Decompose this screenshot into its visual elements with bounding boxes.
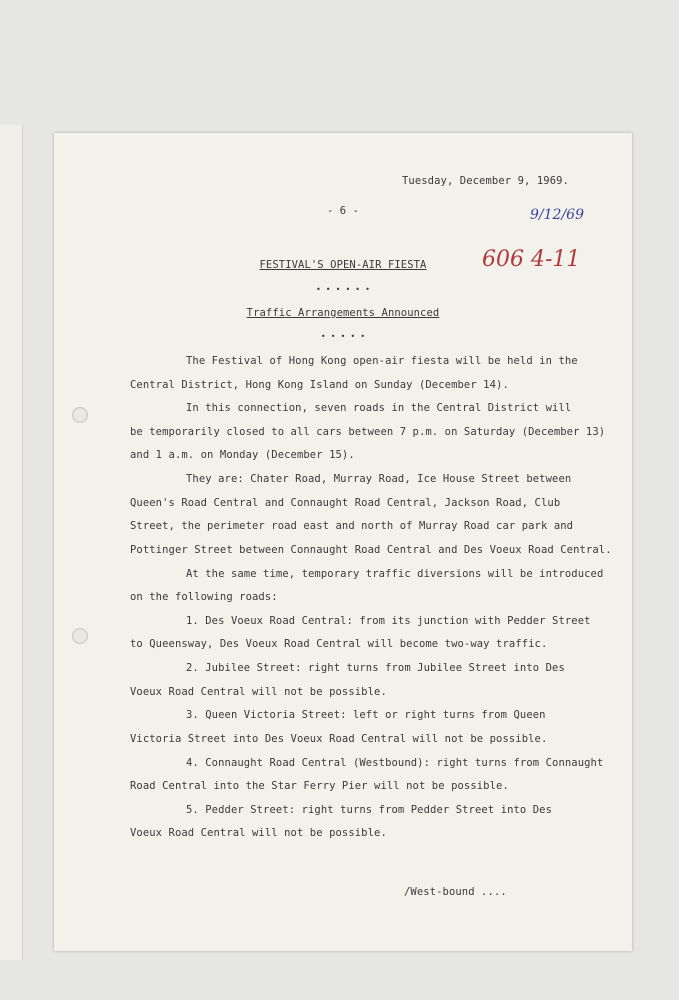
body-line: Road Central into the Star Ferry Pier will not be possible. <box>130 780 509 792</box>
adjacent-page-edge <box>0 125 23 960</box>
body-line: 2. Jubilee Street: right turns from Jubilee Street into Des <box>186 662 565 674</box>
body-line: Queen's Road Central and Connaught Road Central, Jackson Road, Club <box>130 497 561 509</box>
body-line: Voeux Road Central will not be possible. <box>130 686 387 698</box>
body-line: 5. Pedder Street: right turns from Pedder Street into Des <box>186 804 553 816</box>
date-line: Tuesday, December 9, 1969. <box>402 175 569 187</box>
body-line: and 1 a.m. on Monday (December 15). <box>130 449 355 461</box>
continuation-line: /West-bound .... <box>404 886 507 898</box>
handwritten-date: 9/12/69 <box>530 207 584 223</box>
body-line: Voeux Road Central will not be possible. <box>130 827 387 839</box>
body-line: They are: Chater Road, Murray Road, Ice House Street between <box>186 473 572 485</box>
punch-hole <box>72 407 88 423</box>
document-title: FESTIVAL'S OPEN-AIR FIESTA <box>259 259 427 271</box>
separator: • • • • • <box>320 332 366 341</box>
page-number: - 6 - <box>326 205 360 217</box>
handwritten-reference: 606 4-11 <box>482 247 581 272</box>
document-subtitle: Traffic Arrangements Announced <box>246 307 440 319</box>
separator: • • • • • • <box>315 285 371 294</box>
document-page <box>54 133 632 951</box>
punch-hole <box>72 628 88 644</box>
body-line: on the following roads: <box>130 591 278 603</box>
body-line: 3. Queen Victoria Street: left or right turns from Queen <box>186 709 546 721</box>
body-line: to Queensway, Des Voeux Road Central will become two-way traffic. <box>130 638 548 650</box>
body-line: be temporarily closed to all cars between 7 p.m. on Saturday (December 13) <box>130 426 606 438</box>
body-line: In this connection, seven roads in the Central District will <box>186 402 572 414</box>
body-line: Street, the perimeter road east and north of Murray Road car park and <box>130 520 574 532</box>
body-line: Central District, Hong Kong Island on Sunday (December 14). <box>130 379 509 391</box>
body-line: The Festival of Hong Kong open-air fiesta will be held in the <box>186 355 578 367</box>
body-line: At the same time, temporary traffic diversions will be introduced <box>186 568 604 580</box>
body-line: Victoria Street into Des Voeux Road Central will not be possible. <box>130 733 548 745</box>
body-line: 4. Connaught Road Central (Westbound): right turns from Connaught <box>186 757 604 769</box>
body-line: Pottinger Street between Connaught Road Central and Des Voeux Road Central. <box>130 544 612 556</box>
body-line: 1. Des Voeux Road Central: from its junction with Pedder Street <box>186 615 591 627</box>
